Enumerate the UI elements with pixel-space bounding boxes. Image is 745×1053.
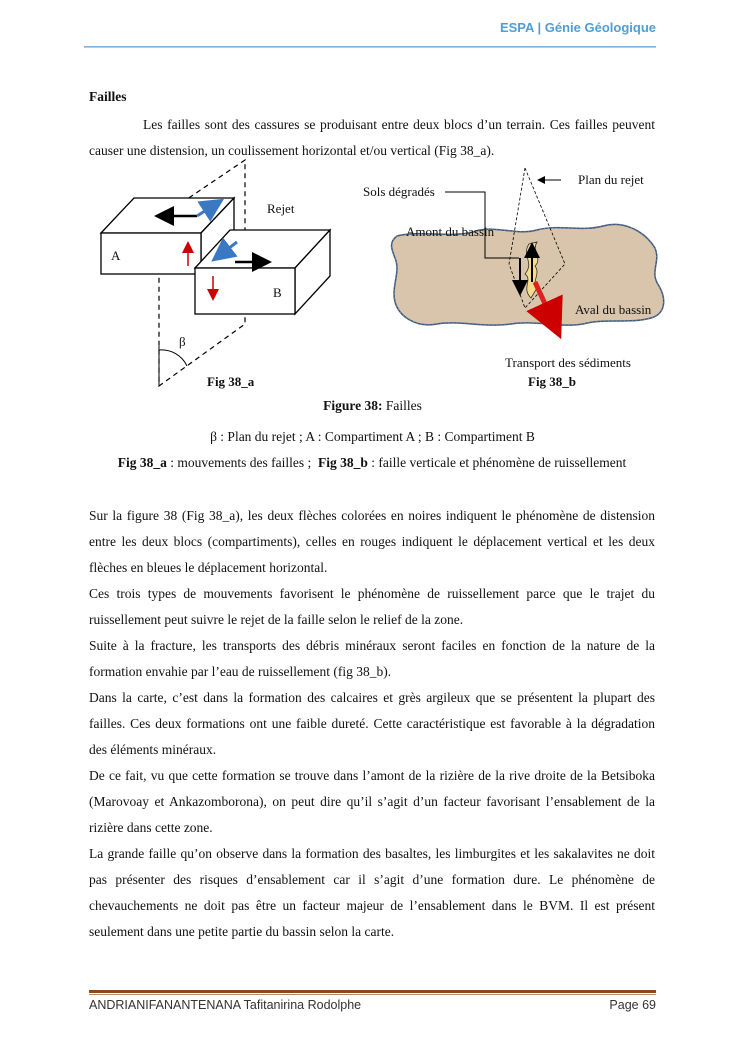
fig-a-block-b-label: B	[273, 285, 282, 300]
fig-a-diagram	[101, 160, 330, 386]
figure-legend-line2	[89, 455, 655, 471]
fig-a-rejet-label: Rejet	[267, 201, 295, 216]
figure-legend-line1: β : Plan du rejet ; A : Compartiment A ; B : Compartiment B	[210, 429, 535, 444]
footer-page-number: Page 69	[609, 998, 656, 1012]
footer-author: ANDRIANIFANANTENANA Tafitanirina Rodolphe	[89, 998, 362, 1012]
fig-b-aval-label: Aval du bassin	[575, 302, 652, 317]
header-divider	[84, 46, 656, 48]
footer-divider-thin	[89, 994, 656, 995]
intro-paragraph	[89, 112, 655, 164]
fig-a-block-a-label: A	[111, 248, 121, 263]
body-paragraph: Suite à la fracture, les transports des débris minéraux seront faciles en fonction de la nature de la formation envahie par l’eau de ruissellement (fig 38_b).	[89, 638, 655, 679]
body-text	[89, 503, 655, 945]
figure-caption-text: Failles	[382, 398, 422, 413]
figure-38	[89, 158, 669, 390]
legend-fig-a-bold: Fig 38_a	[117, 455, 167, 470]
figure-caption	[0, 398, 745, 414]
fig-b-amont-label: Amont du bassin	[406, 224, 495, 239]
body-paragraph: Ces trois types de mouvements favorisent le phénomène de ruissellement parce que le trajet du ruissellement peut suivre le rejet de la faille selon le relief de la zone.	[89, 586, 655, 627]
header-title: ESPA | Génie Géologique	[499, 20, 656, 35]
fig-b-label: Fig 38_b	[528, 374, 577, 389]
intro-text: Les failles sont des cassures se produisant entre deux blocs d’un terrain. Ces failles peuvent causer une distension, un coulissement horizontal et/ou vertical (Fig 38_a).	[89, 117, 655, 158]
fig-b-transport-label: Transport des sédiments	[505, 355, 631, 370]
fig-b-plan-rejet-label: Plan du rejet	[578, 172, 644, 187]
legend-fig-b-text: : faille verticale et phénomène de ruissellement	[367, 455, 627, 470]
body-paragraph: Dans la carte, c’est dans la formation des calcaires et grès argileux que se présentent la plupart des failles. Ces deux formations ont une faible dureté. Cette caractéristique est favorable à la dégradation des éléments minéraux.	[89, 690, 655, 757]
legend-fig-a-text: : mouvements des failles ;	[166, 455, 319, 470]
fig-b-sols-degrades-label: Sols dégradés	[363, 184, 435, 199]
figure-caption-bold: Figure 38:	[323, 398, 383, 413]
beta-arc	[159, 350, 187, 366]
legend-fig-b-bold: Fig 38_b	[318, 455, 368, 470]
body-paragraph: La grande faille qu’on observe dans la formation des basaltes, les limburgites et les sakalavites ne doit pas présenter des risques d’ensablement car il s’agit d’une formation dure. Le phénomène de chevauchements ne doit pas être un facteur majeur de l’ensablement dans le BVM. Il est présent seulement dans une petite partie du bassin selon la carte.	[89, 846, 655, 939]
fig-a-label: Fig 38_a	[207, 374, 255, 389]
fig-a-beta-label: β	[179, 334, 186, 349]
section-title: Failles	[89, 89, 127, 104]
body-paragraph: De ce fait, vu que cette formation se trouve dans l’amont de la rizière de la rive droite de la Betsiboka (Marovoay et Ankazomborona), on peut dire qu’il s’agit d’un facteur favorisant l’ensablement de la rizière dans cette zone.	[89, 768, 655, 835]
body-paragraph: Sur la figure 38 (Fig 38_a), les deux flèches colorées en noires indiquent le phénomène de distension entre les deux blocs (compartiments), celles en rouges indiquent le déplacement vertical et les deux flèches en bleues le déplacement horizontal.	[89, 508, 655, 575]
footer-divider	[89, 990, 656, 993]
